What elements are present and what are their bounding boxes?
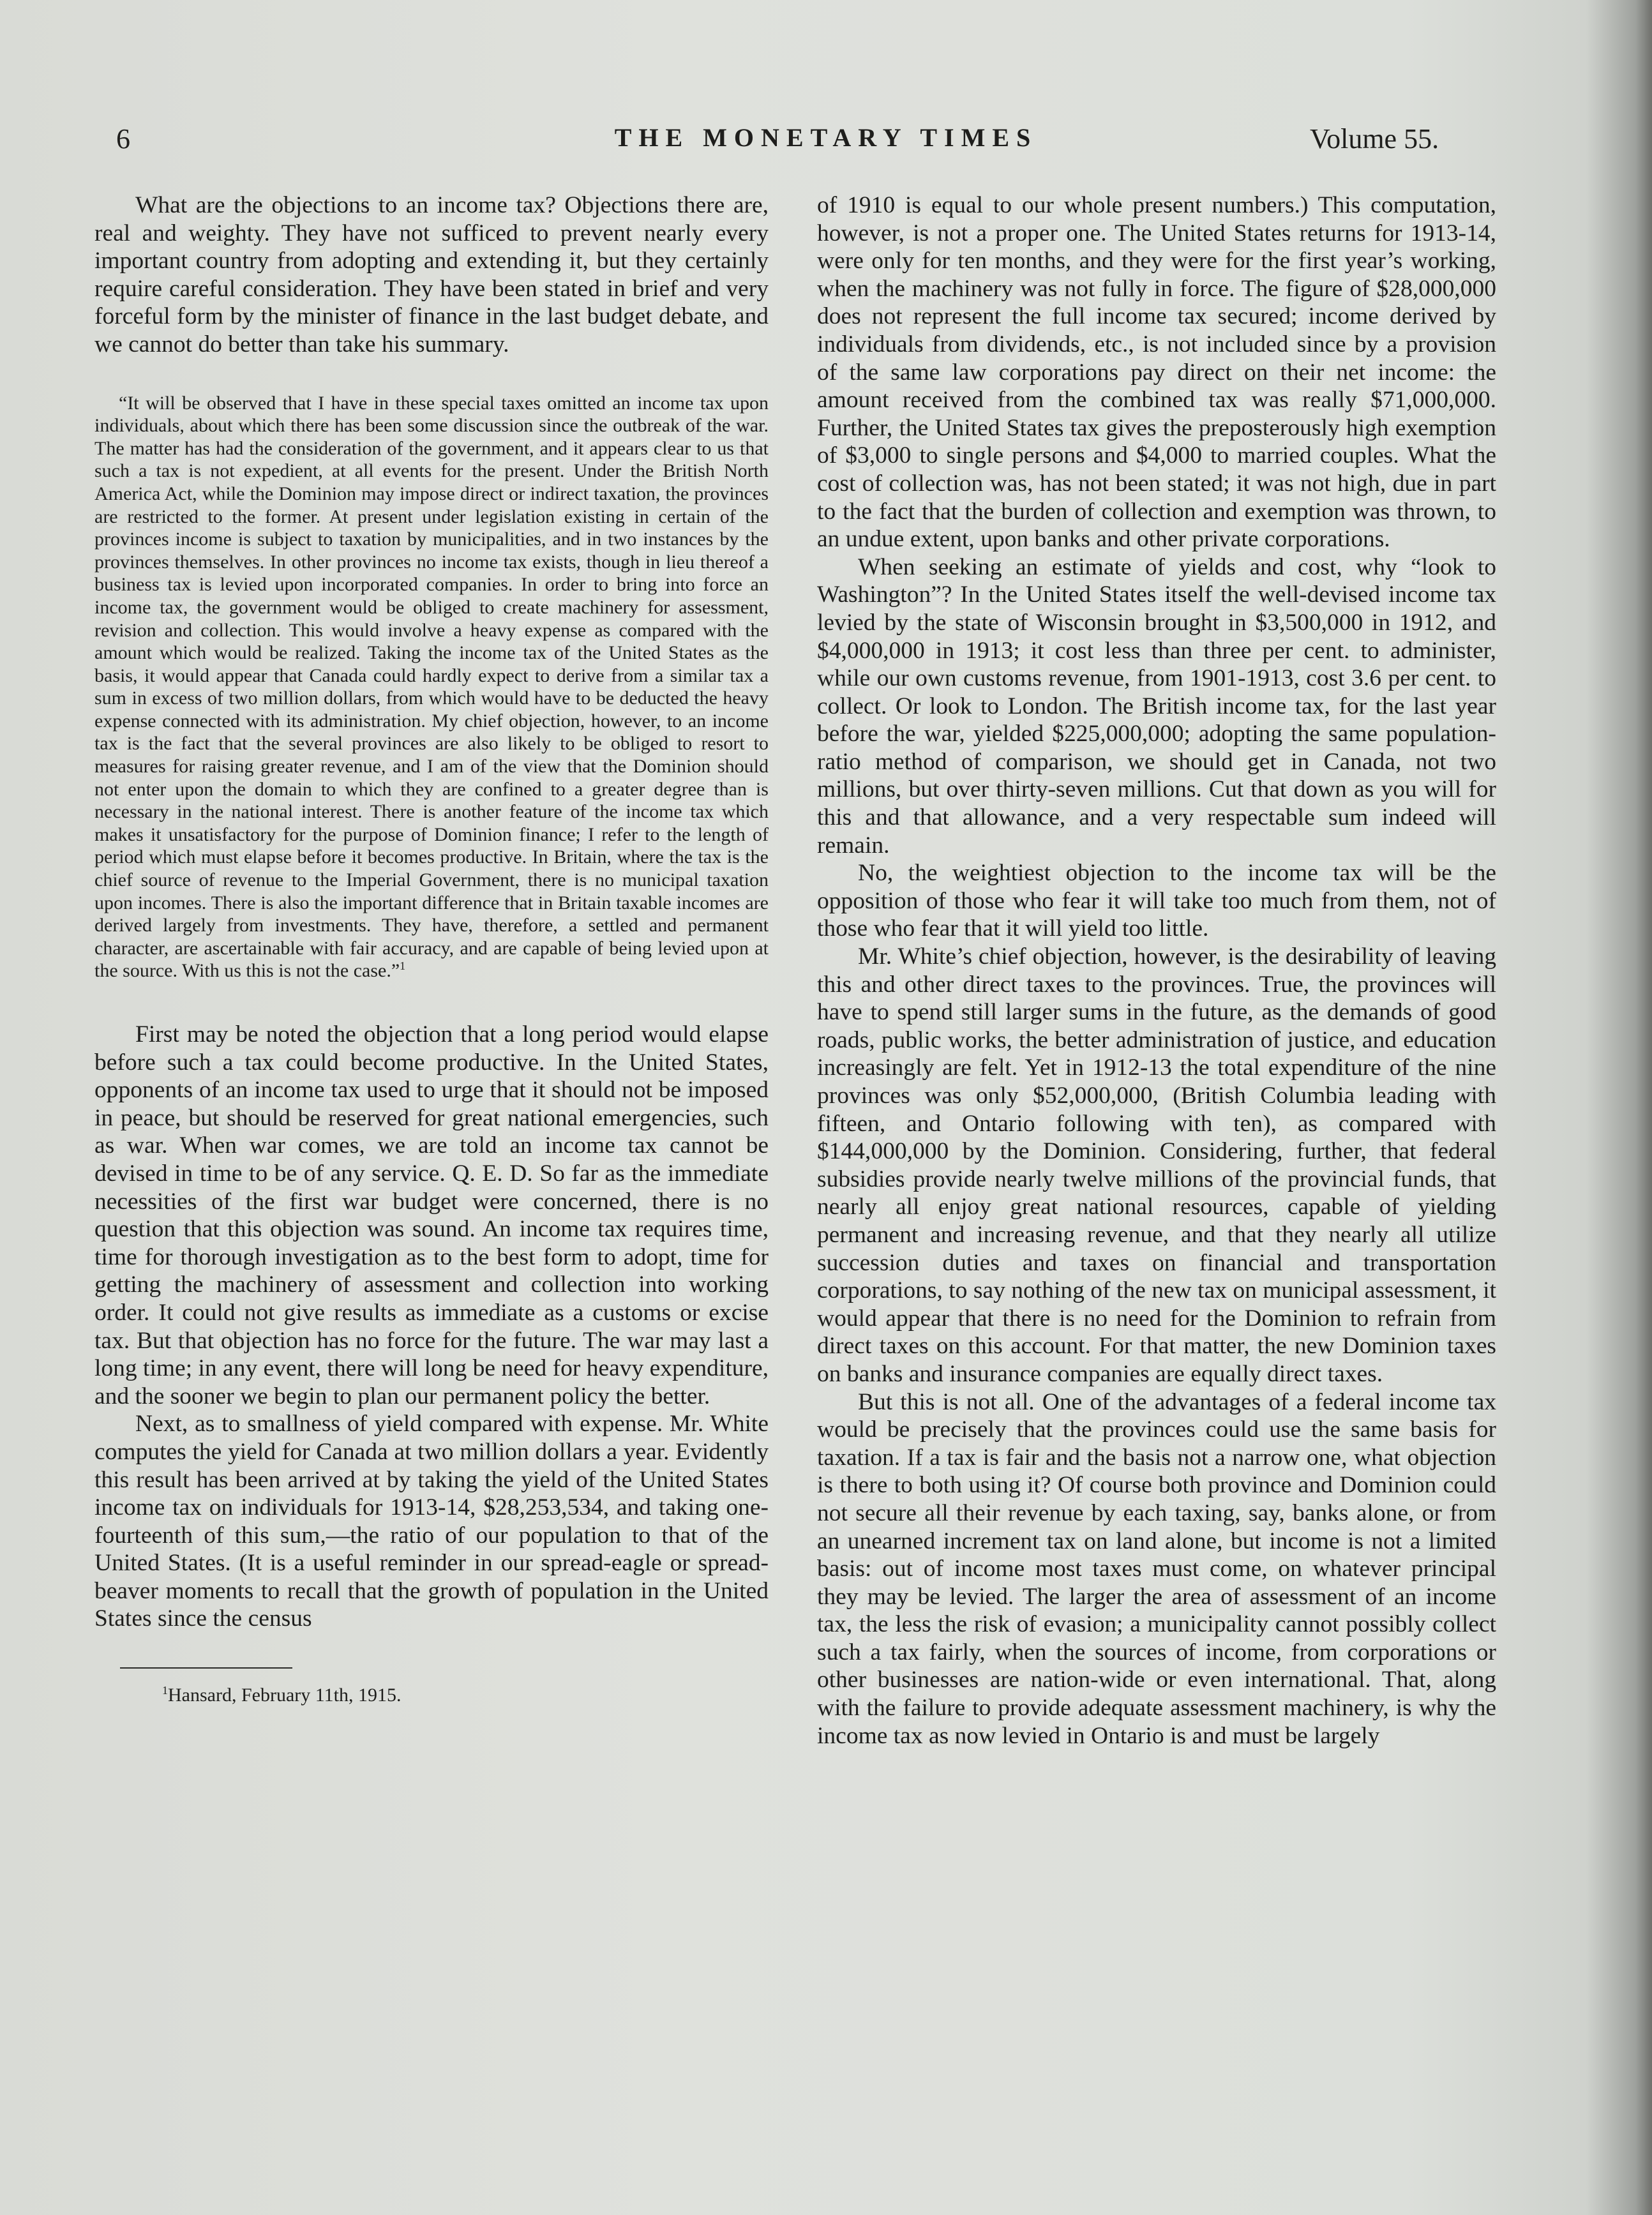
right-column <box>817 191 1496 1750</box>
body-paragraph: Next, as to smallness of yield compared with expense. Mr. White computes the yield for Canada at two million dollars a year. Evidently this result has been arrived at by taking the yield of the United States income tax on individuals for 1913-14, $28,253,534, and taking one-fourteenth of this sum,—the ratio of our population to that of the United States. (It is a useful reminder in our spread-eagle or spread-beaver moments to recall that the growth of population in the United States since the census <box>94 1411 769 1632</box>
block-quote <box>94 392 769 982</box>
volume-label: Volume 55. <box>1310 123 1439 154</box>
body-paragraph: First may be noted the objection that a long period would elapse before such a tax could become productive. In the United States, opponents of an income tax used to urge that it should not be imposed in peace, but should be reserved for great national emergencies, such as war. When war comes, we are told an income tax cannot be devised in time to be of any service. Q. E. D. So far as the immediate necessities of the first war budget were concerned, there is no question that this objection was sound. An income tax requires time, time for thorough investigation as to the best form to adopt, time for getting the machinery of assessment and collection into working order. It could not give results as immediate as a customs or excise tax. But that objection has no force for the future. The war may last a long time; in any event, there will long be need for heavy expenditure, and the sooner we begin to plan our permanent policy the better. <box>94 1021 769 1409</box>
page-number: 6 <box>116 123 130 154</box>
body-paragraph: When seeking an estimate of yields and cost, why “look to Washington”? In the United States itself the well-devised income tax levied by the state of Wisconsin brought in $3,500,000 in 1912, and $4,000,000 in 1913; it cost less than three per cent. to administer, while our own customs revenue, from 1901-1913, cost 3.6 per cent. to collect. Or look to London. The British income tax, for the last year before the war, yielded $225,000,000; adopting the same population-ratio method of comparison, we should get in Canada, not two millions, but over thirty-seven millions. Cut that down as you will for this and that allowance, and a very respectable sum indeed will remain. <box>817 553 1496 859</box>
body-paragraph: Mr. White’s chief objection, however, is the desirability of leaving this and other direct taxes to the provinces. True, the provinces will have to spend still larger sums in the future, as the demands of good roads, public works, the better administration of justice, and education increasingly are felt. Yet in 1912-13 the total expenditure of the nine provinces was only $52,000,000, (British Columbia leading with fifteen, and Ontario following with ten), as compared with $144,000,000 by the Dominion. Considering, further, that federal subsidies provide nearly twelve millions of the provincial funds, that nearly all enjoy great national resources, capable of yielding permanent and increasing revenue, and that they nearly all utilize succession duties and taxes on financial and transportation corporations, to say nothing of the new tax on municipal assessment, it would appear that there is no need for the Dominion to refrain from direct taxes on this account. For that matter, the new Dominion taxes on banks and insurance companies are equally direct taxes. <box>817 943 1496 1387</box>
footnote-mark: 1 <box>162 1684 168 1697</box>
footnote-divider <box>120 1667 292 1669</box>
footnote-reference: 1 <box>400 959 406 973</box>
journal-title: THE MONETARY TIMES <box>614 123 1038 152</box>
opening-paragraph: What are the objections to an income tax? Objections there are, real and weighty. They have not sufficed to prevent nearly every important country from adopting and extending it, but they certainly require careful consideration. They have been stated in brief and very forceful form by the minister of finance in the last budget debate, and we cannot do better than take his summary. <box>94 192 769 357</box>
block-quote-text: “It will be observed that I have in these special taxes omitted an income tax upon individuals, about which there has been some discussion since the outbreak of the war. The matter has had the consideration of the government, and it appears clear to us that such a tax is not expedient, at all events for the present. Under the British North America Act, while the Dominion may impose direct or indirect taxation, the provinces are restricted to the former. At present under legislation existing in certain of the provinces income is subject to taxation by municipalities, and in two instances by the provinces themselves. In other provinces no income tax exists, though in lieu thereof a business tax is levied upon incorporated companies. In order to bring into force an income tax, the government would be obliged to create machinery for assessment, revision and collection. This would involve a heavy expense as compared with the amount which would be realized. Taking the income tax of the United States as the basis, it would appear that Canada could hardly expect to derive from a similar tax a sum in excess of two million dollars, from which would have to be deducted the heavy expense connected with its administration. My chief objection, however, to an income tax is the fact that the several provinces are also likely to be obliged to resort to measures for raising greater revenue, and I am of the view that the Dominion should not enter upon the domain to which they are confined to a greater degree than is necessary in the national interest. There is another feature of the income tax which makes it unsatisfactory for the purpose of Dominion finance; I refer to the length of period which must elapse before it becomes productive. In Britain, where the tax is the chief source of revenue to the Imperial Government, there is no municipal taxation upon incomes. There is also the important difference that in Britain taxable incomes are derived largely from investments. They have, therefore, a settled and permanent character, are ascertainable with fair accuracy, and are capable of being levied upon at the source. With us this is not the case.” <box>94 392 769 982</box>
footnote <box>94 1684 769 1707</box>
footnote-text: Hansard, February 11th, 1915. <box>168 1685 402 1706</box>
body-paragraph: No, the weightiest objection to the income tax will be the opposition of those who fear it will take too much from them, not of those who fear that it will yield too little. <box>817 860 1496 942</box>
continued-paragraph: of 1910 is equal to our whole present numbers.) This computation, however, is not a proper one. The United States returns for 1913-14, were only for ten months, and they were for the first year’s working, when the machinery was not fully in force. The figure of $28,000,000 does not represent the full income tax secured; income derived by individuals from dividends, etc., is not included since by a provision of the same law corporations pay direct on their net income: the amount received from the combined tax was really $71,000,000. Further, the United States tax gives the preposterously high exemption of $3,000 to single persons and $4,000 to married couples. What the cost of collection was, has not been stated; it was not high, due in part to the fact that the burden of collection and exemption was thrown, to an undue extent, upon banks and other private corporations. <box>817 192 1496 553</box>
page-header <box>0 123 1652 161</box>
left-column <box>94 191 769 1707</box>
body-paragraph: But this is not all. One of the advantages of a federal income tax would be precisely that the provinces could use the same basis for taxation. If a tax is fair and the basis not a narrow one, what objection is there to both using it? Of course both province and Dominion could not secure all their revenue by each taxing, say, banks alone, or from an unearned increment tax on land alone, but income is not a limited basis: out of income most taxes must come, on whatever principal they may be levied. The larger the area of assessment of an income tax, the less the risk of evasion; a municipality cannot possibly collect such a tax fairly, when the sources of income, from corporations or other businesses are nation-wide or even international. That, along with the failure to provide adequate assessment machinery, is why the income tax as now levied in Ontario is and must be largely <box>817 1388 1496 1749</box>
